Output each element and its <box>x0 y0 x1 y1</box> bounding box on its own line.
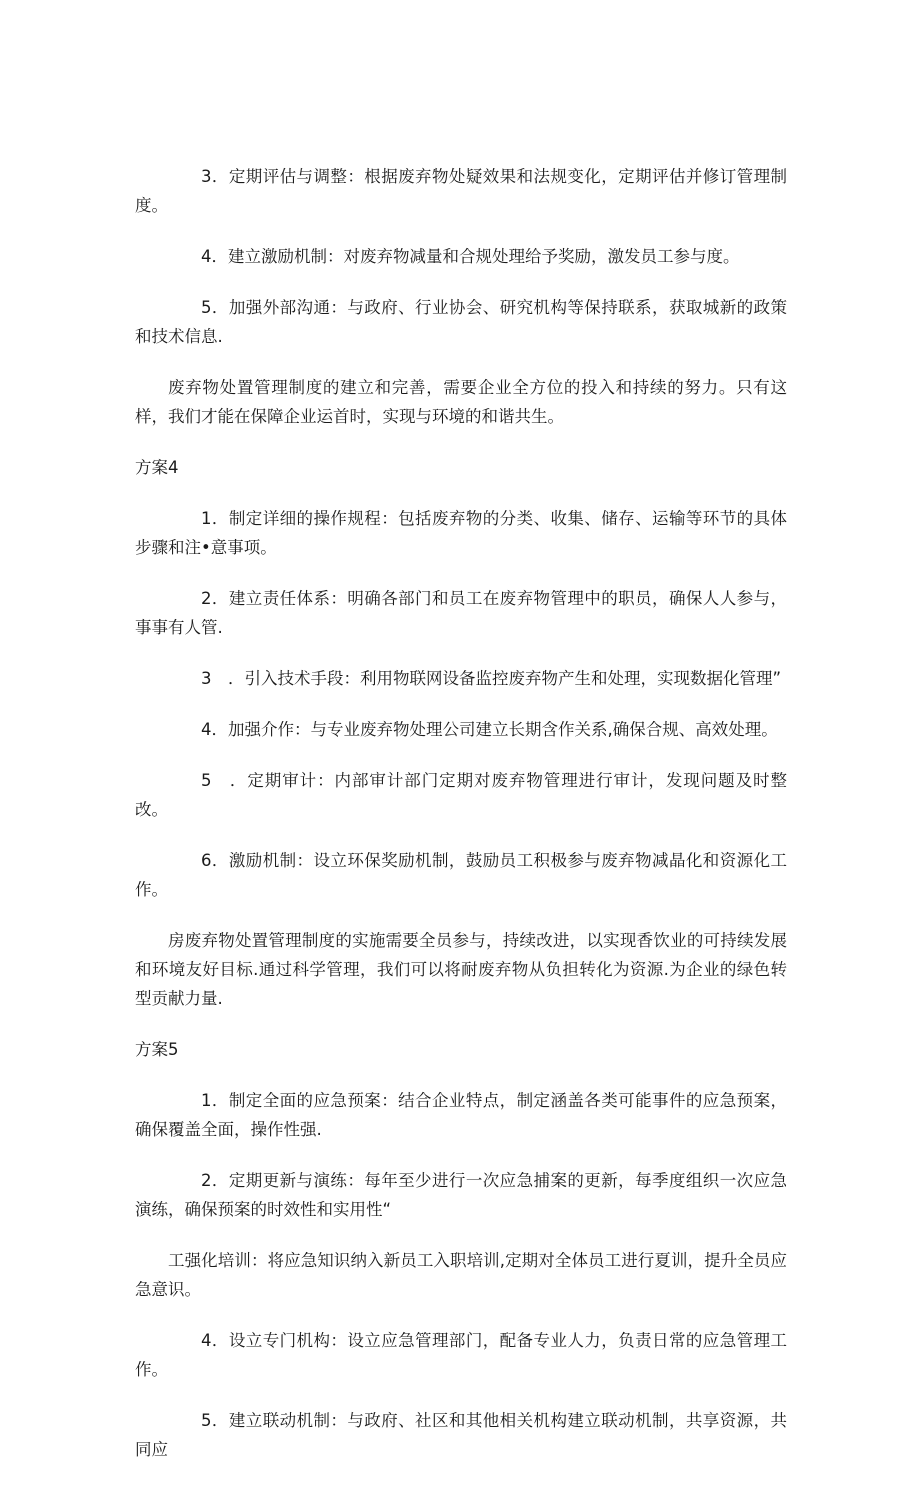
item-number: 3 <box>201 167 212 186</box>
item-number: 2 <box>201 589 212 608</box>
item-text: ．加强介作：与专业废弃物处理公司建立长期含作关系,确保合规、高效处理。 <box>211 720 778 739</box>
numbered-item <box>135 242 787 271</box>
numbered-item <box>135 504 787 562</box>
numbered-item <box>135 715 787 744</box>
item-text: ．引入技术手段：利用物联网设备监控废弃物产生和处理，实现数据化管理” <box>211 669 782 688</box>
item-number: 4 <box>201 1331 212 1350</box>
numbered-item <box>135 1406 787 1464</box>
numbered-item <box>135 1166 787 1224</box>
numbered-item <box>135 584 787 642</box>
item-number: 5 <box>201 771 212 790</box>
item-text: ．建立责任体系：明确各部门和员工在废弃物管理中的职员，确保人人参与，事事有人管. <box>135 589 787 637</box>
item-text: ．定期更新与演练：每年至少进行一次应急捕案的更新，每季度组织一次应急演练，确保预案的时效性和实用性“ <box>135 1171 787 1219</box>
body-paragraph: 工强化培训：将应急知识纳入新员工入职培训,定期对全体员工进行夏训，提升全员应急意识。 <box>135 1251 787 1299</box>
item-number: 2 <box>201 1171 212 1190</box>
body-paragraph: 房废弃物处置管理制度的实施需要全员参与，持续改进，以实现香饮业的可持续发展和环境友好目标.通过科学管理，我们可以将耐废弃物从负担转化为资源.为企业的绿色转型贡献力量. <box>135 931 787 1008</box>
numbered-item <box>135 1326 787 1384</box>
item-text: ．加强外部沟通：与政府、行业协会、研究机构等保持联系，获取城新的政策和技术信息. <box>135 298 787 346</box>
numbered-item <box>135 664 787 693</box>
numbered-item <box>135 846 787 904</box>
item-number: 3 <box>201 669 212 688</box>
item-text: ．制定全面的应急预案：结合企业特点，制定涵盖各类可能事件的应急预案，确保覆盖全面，操作性强. <box>135 1091 787 1139</box>
item-number: 4 <box>201 720 212 739</box>
item-number: 5 <box>201 1411 212 1430</box>
section-heading: 方案5 <box>135 1040 179 1059</box>
item-text: ．建立激励机制：对废弃物减量和合规处理给予奖励，激发员工参与度。 <box>211 247 740 266</box>
item-number: 4 <box>201 247 212 266</box>
item-text: ．制定详细的操作规程：包括废弃物的分类、收集、储存、运输等环节的具体步骤和注•意事项。 <box>135 509 787 557</box>
numbered-item <box>135 1086 787 1144</box>
item-number: 6 <box>201 851 212 870</box>
item-number: 1 <box>201 1091 212 1110</box>
numbered-item <box>135 162 787 220</box>
section-heading: 方案4 <box>135 458 179 477</box>
numbered-item <box>135 293 787 351</box>
item-text: ．定期评估与调整：根据废弃物处疑效果和法规变化，定期评估并修订管理制度。 <box>135 167 787 215</box>
item-text: ．激励机制：设立环保奖励机制，鼓励员工积极参与废弃物减晶化和资源化工作。 <box>135 851 787 899</box>
item-text: ．设立专门机构：设立应急管理部门，配备专业人力，负责日常的应急管理工作。 <box>135 1331 787 1379</box>
item-number: 1 <box>201 509 212 528</box>
numbered-item <box>135 766 787 824</box>
body-paragraph: 废弃物处置管理制度的建立和完善，需要企业全方位的投入和持续的努力。只有这样，我们才能在保障企业运首时，实现与环境的和谐共生。 <box>135 378 787 426</box>
item-number: 5 <box>201 298 212 317</box>
item-text: ．定期审计：内部审计部门定期对废弃物管理进行审计，发现问题及时整改。 <box>135 771 787 819</box>
document-body <box>135 162 787 1486</box>
item-text: ．建立联动机制：与政府、社区和其他相关机构建立联动机制，共享资源，共同应 <box>135 1411 787 1459</box>
